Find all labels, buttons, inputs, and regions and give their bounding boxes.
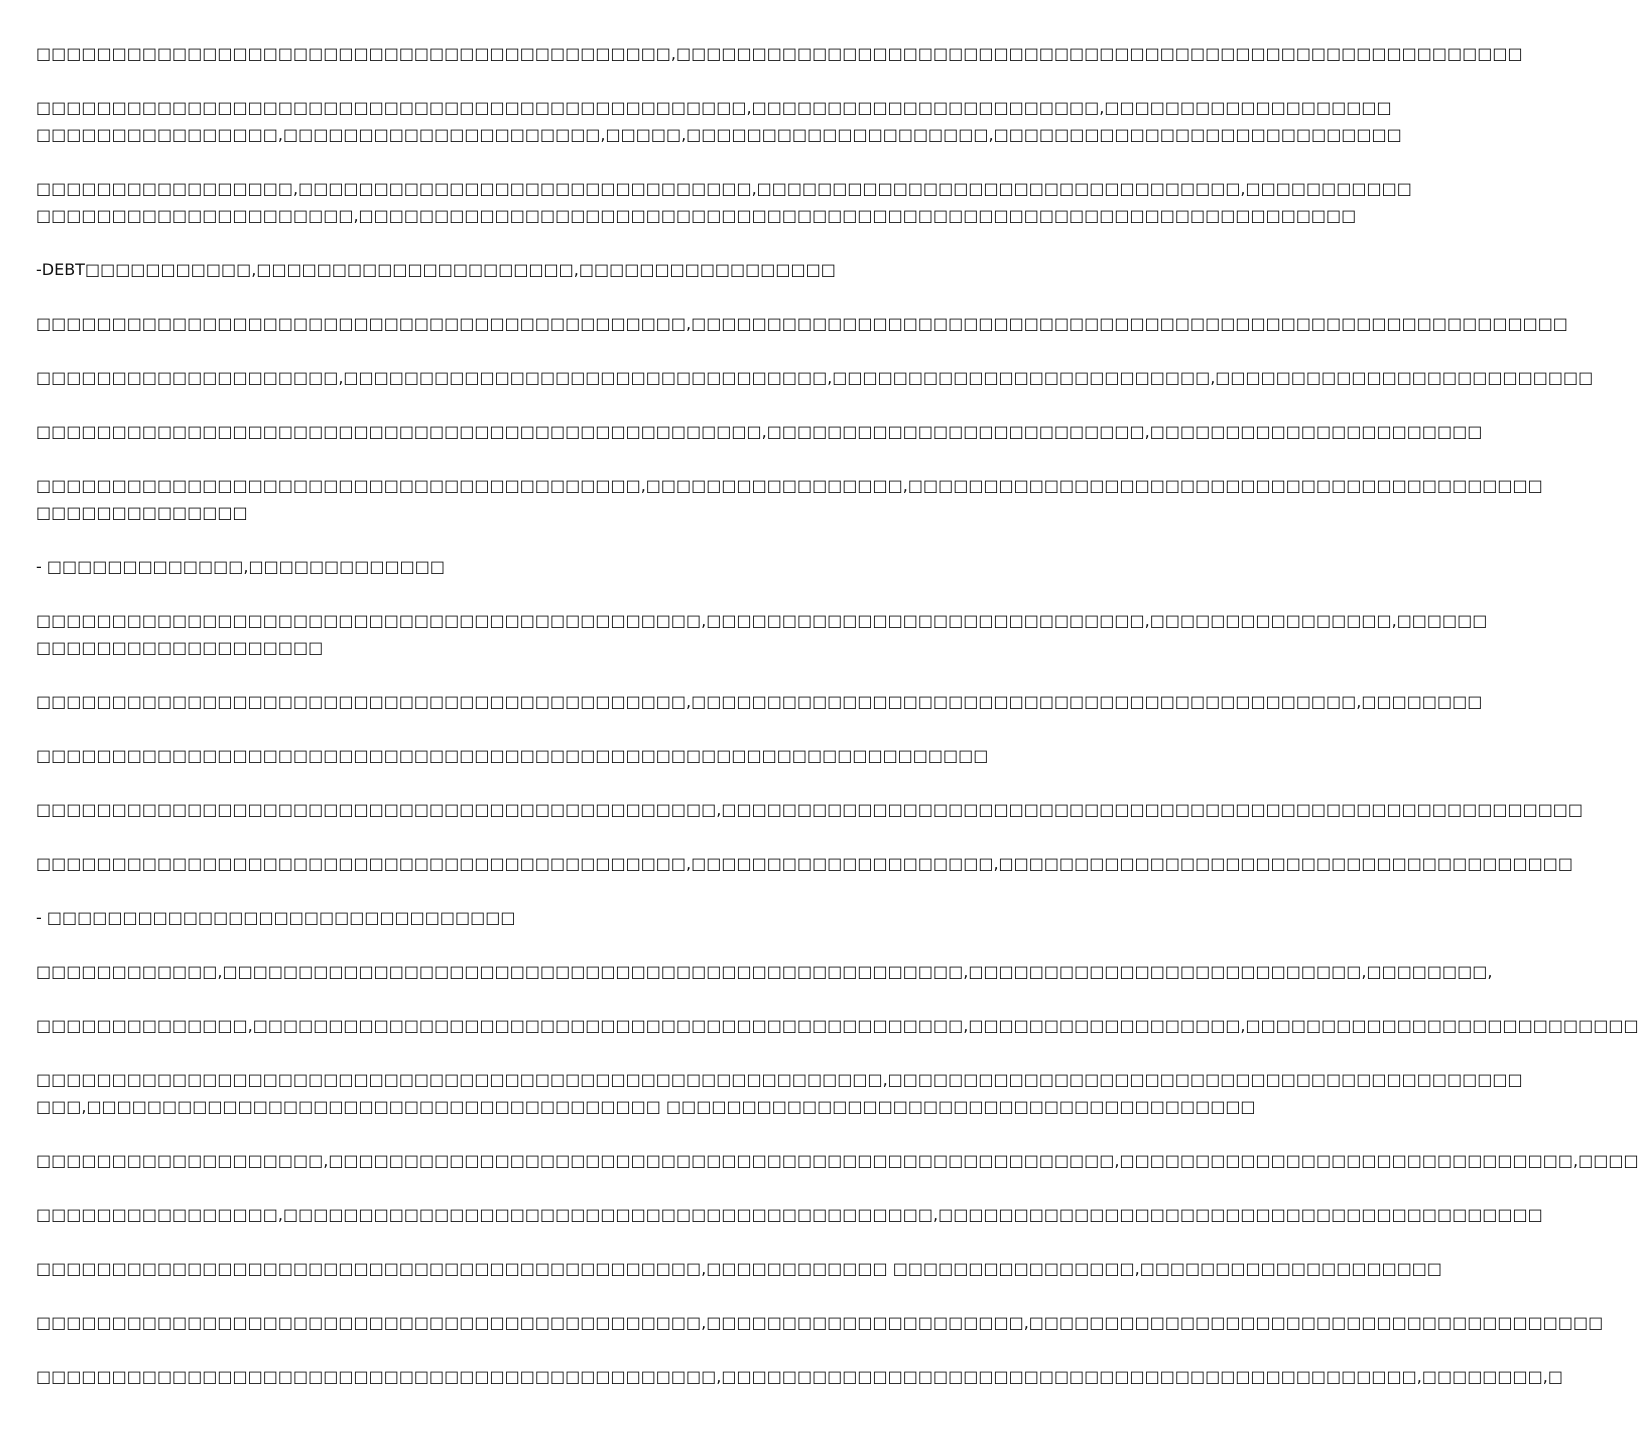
paragraph-line: □□□□□□□□□□□□□□□□□□□□□□□□□□□□□□□□□□□□□□□□□□□,□□□□□□□□□□□□□□□□□□□□□□□□□□□□□□□□□□□□□□□□□□□□□□□□□□□□□□□□□□	[36, 314, 1568, 333]
paragraph	[36, 796, 1584, 823]
paragraph-line: □□□□□□□□□□□□□□□□,□□□□□□□□□□□□□□□□□□□□□□□□□□□□□□□□□□□□□□□□□□□,□□□□□□□□□□□□□□□□□□□□□□□□□□□□□□□□□□□□□□□□	[36, 1205, 1543, 1224]
paragraph-line: □□□□□□□□□□□□□□□□□□□□,□□□□□□□□□□□□□□□□□□□□□□□□□□□□□□□□,□□□□□□□□□□□□□□□□□□□□□□□□□,□□□□□□□□□□□□□□□□□□□□□□□□□	[36, 368, 1594, 387]
paragraph-line: □□□,□□□□□□□□□□□□□□□□□□□□□□□□□□□□□□□□□□□□□□ □□□□□□□□□□□□□□□□□□□□□□□□□□□□□□□□□□□□□□□	[36, 1097, 1256, 1116]
paragraph	[36, 1255, 1443, 1282]
paragraph-line: □□□□□□□□□□□□□□□□,□□□□□□□□□□□□□□□□□□□□□,□□□□□,□□□□□□□□□□□□□□□□□□□□,□□□□□□□□□□□□□□□□□□□□□□□□□□□	[36, 125, 1402, 144]
paragraph	[36, 742, 988, 769]
paragraph-line: □□□□□□□□□□□□□□□□□□□□□,□□□□□□□□□□□□□□□□□□□□□□□□□□□□□□□□□□□□□□□□□□□□□□□□□□□□□□□□□□□□□□□□□□	[36, 206, 1357, 225]
paragraph-line: □□□□□□□□□□□□□□□□□□□□□□□□□□□□□□□□□□□□□□□□□□□□□□□□□□□□□□□□□□□□□□□	[36, 746, 989, 765]
paragraph	[36, 472, 1543, 526]
paragraph-line: □□□□□□□□□□□□□□□□□□□□□□□□□□□□□□□□□□□□□□□□□□,□□□□□□□□□□□□□□□□□□□□□□□□□□□□□□□□□□□□□□□□□□□□□□□□□□□□□□□□	[36, 44, 1523, 63]
paragraph	[36, 904, 988, 931]
paragraph	[36, 418, 1483, 445]
paragraph-line: □□□□□□□□□□□□□□	[36, 503, 248, 522]
paragraph	[36, 1147, 1639, 1174]
paragraph	[36, 553, 988, 580]
paragraph-line: □□□□□□□□□□□□□□□□□□□□□□□□□□□□□□□□□□□□□□□□,□□□□□□□□□□□□□□□□□,□□□□□□□□□□□□□□□□□□□□□□□□□□□□□□□□□□□□□□□□□□	[36, 476, 1543, 495]
paragraph	[36, 850, 1574, 877]
paragraph-line: - □□□□□□□□□□□□□□□□□□□□□□□□□□□□□□□	[36, 908, 516, 927]
paragraph-line: □□□□□□□□□□□□□□□□□□□,□□□□□□□□□□□□□□□□□□□□□□□□□□□□□□□□□□□□□□□□□□□□□□□□□□□□,□□□□□□□□□□□□□□□□□□□□□□□□□□□□□□,□□□□	[36, 1151, 1639, 1170]
paragraph	[36, 175, 1412, 229]
paragraph-line: -DEBT□□□□□□□□□□□,□□□□□□□□□□□□□□□□□□□□□,□□□□□□□□□□□□□□□□□	[36, 260, 836, 279]
paragraph-line: □□□□□□□□□□□□□□□□□□□□□□□□□□□□□□□□□□□□□□□□□□□□,□□□□□□□□□□□□□□□□□□□□□□□□□□□□□,□□□□□□□□□□□□□□□□,□□□□□□	[36, 611, 1488, 630]
paragraph-line: □□□□□□□□□□□□□□□□□□□	[36, 638, 324, 657]
paragraph-line: □□□□□□□□□□□□□□□□□□□□□□□□□□□□□□□□□□□□□□□□□□□□□,□□□□□□□□□□□□□□□□□□□□□□□□□□□□□□□□□□□□□□□□□□□□□□□□□□□□□□□□□	[36, 800, 1584, 819]
paragraph-line: □□□□□□□□□□□□,□□□□□□□□□□□□□□□□□□□□□□□□□□□□□□□□□□□□□□□□□□□□□□□□□,□□□□□□□□□□□□□□□□□□□□□□□□□□,□□□□□□□□,	[36, 962, 1493, 981]
paragraph-line: □□□□□□□□□□□□□□□□□□□□□□□□□□□□□□□□□□□□□□□□□□□□□□□□,□□□□□□□□□□□□□□□□□□□□□□□□□,□□□□□□□□□□□□□□□□□□□□□□	[36, 422, 1483, 441]
paragraph	[36, 310, 1568, 337]
paragraph	[36, 958, 1493, 985]
paragraph	[36, 40, 1523, 67]
document-body	[36, 40, 1639, 1417]
paragraph-line: □□□□□□□□□□□□□□□□□□□□□□□□□□□□□□□□□□□□□□□□□□□□□□□,□□□□□□□□□□□□□□□□□□□□□□□,□□□□□□□□□□□□□□□□□□□	[36, 98, 1392, 117]
paragraph	[36, 364, 1594, 391]
paragraph-line: □□□□□□□□□□□□□□□□□□□□□□□□□□□□□□□□□□□□□□□□□□□□,□□□□□□□□□□□□ □□□□□□□□□□□□□□□□,□□□□□□□□□□□□□□□□□□□□	[36, 1259, 1443, 1278]
paragraph	[36, 94, 1402, 148]
paragraph	[36, 607, 1488, 661]
paragraph-line: □□□□□□□□□□□□□□□□□□□□□□□□□□□□□□□□□□□□□□□□□□□□,□□□□□□□□□□□□□□□□□□□□□,□□□□□□□□□□□□□□□□□□□□□□□□□□□□□□□□□□□□□□	[36, 1313, 1604, 1332]
paragraph	[36, 256, 988, 283]
paragraph-line: □□□□□□□□□□□□□□,□□□□□□□□□□□□□□□□□□□□□□□□□□□□□□□□□□□□□□□□□□□□□□□,□□□□□□□□□□□□□□□□□□,□□□□□□□□□□□□□□□□□□□□□□□□□□	[36, 1016, 1639, 1035]
paragraph-line: □□□□□□□□□□□□□□□□□,□□□□□□□□□□□□□□□□□□□□□□□□□□□□□□,□□□□□□□□□□□□□□□□□□□□□□□□□□□□□□□□,□□□□□□□□□□□	[36, 179, 1412, 198]
paragraph-line: - □□□□□□□□□□□□□,□□□□□□□□□□□□□	[36, 557, 445, 576]
paragraph	[36, 1363, 1563, 1390]
paragraph	[36, 1066, 1523, 1120]
paragraph	[36, 688, 1483, 715]
paragraph	[36, 1012, 1639, 1039]
paragraph	[36, 1201, 1543, 1228]
paragraph-line: □□□□□□□□□□□□□□□□□□□□□□□□□□□□□□□□□□□□□□□□□□□,□□□□□□□□□□□□□□□□□□□□,□□□□□□□□□□□□□□□□□□□□□□□□□□□□□□□□□□□□□□	[36, 854, 1574, 873]
paragraph-line: □□□□□□□□□□□□□□□□□□□□□□□□□□□□□□□□□□□□□□□□□□□□□□□□□□□□□□□□,□□□□□□□□□□□□□□□□□□□□□□□□□□□□□□□□□□□□□□□□□□	[36, 1070, 1523, 1089]
paragraph-line: □□□□□□□□□□□□□□□□□□□□□□□□□□□□□□□□□□□□□□□□□□□,□□□□□□□□□□□□□□□□□□□□□□□□□□□□□□□□□□□□□□□□□□□□,□□□□□□□□	[36, 692, 1483, 711]
paragraph	[36, 1309, 1604, 1336]
paragraph-line: □□□□□□□□□□□□□□□□□□□□□□□□□□□□□□□□□□□□□□□□□□□□□,□□□□□□□□□□□□□□□□□□□□□□□□□□□□□□□□□□□□□□□□□□□□□□,□□□□□□□□,□	[36, 1367, 1563, 1386]
